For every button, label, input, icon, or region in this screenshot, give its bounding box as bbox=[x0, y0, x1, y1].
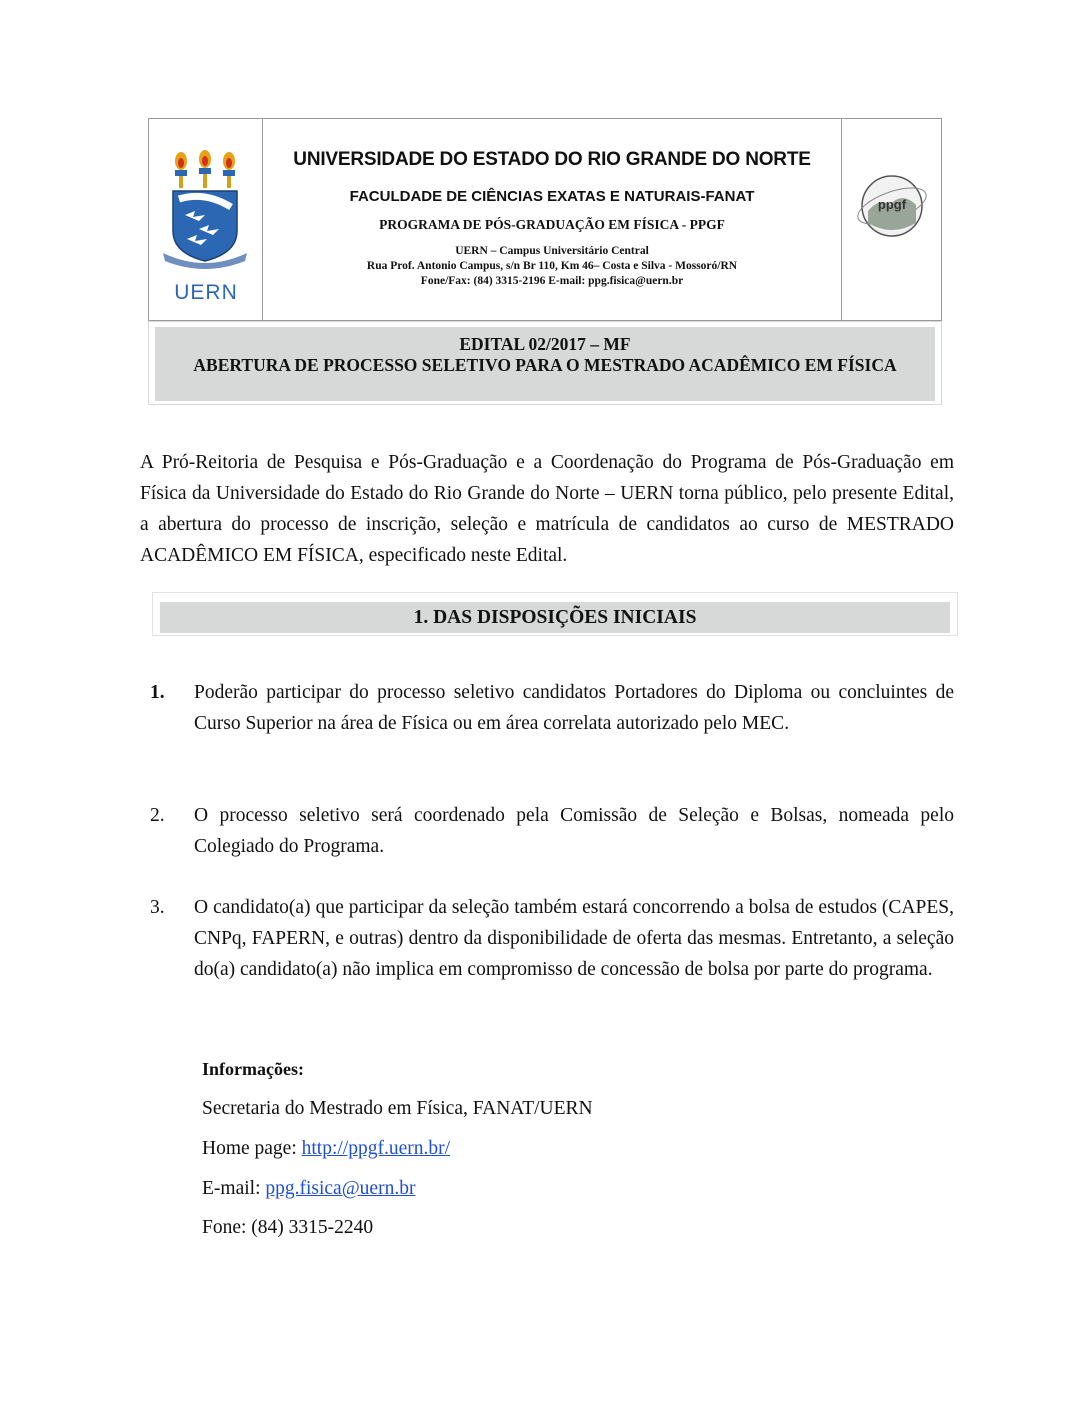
letterhead-text bbox=[263, 119, 841, 320]
section-heading: 1. DAS DISPOSIÇÕES INICIAIS bbox=[160, 602, 950, 633]
section-heading-box bbox=[152, 592, 958, 636]
address-line-3: Fone/Fax: (84) 3315-2196 E-mail: ppg.fisica@uern.br bbox=[420, 275, 684, 287]
list-item bbox=[150, 892, 954, 985]
email-label: E-mail: bbox=[202, 1178, 266, 1199]
contact-title: Informações: bbox=[202, 1059, 304, 1079]
list-item-number: 3. bbox=[150, 897, 165, 918]
homepage-label: Home page: bbox=[202, 1138, 302, 1159]
ppgf-logo-icon bbox=[854, 171, 930, 241]
edital-title-band bbox=[155, 327, 935, 401]
address-line-2: Rua Prof. Antonio Campus, s/n Br 110, Km 46– Costa e Silva - Mossoró/RN bbox=[366, 260, 738, 272]
intro-paragraph: A Pró-Reitoria de Pesquisa e Pós-Graduação e a Coordenação do Programa de Pós-Graduação em Física da Universidade do Estado do Rio Grande do Norte – UERN torna público, pelo presente Edital, a abertura do processo de inscrição, seleção e matrícula de candidatos ao curso de MESTRADO ACADÊMICO EM FÍSICA, especificado neste Edital. bbox=[140, 452, 954, 566]
ppgf-logo-cell bbox=[841, 119, 941, 320]
edital-number: EDITAL 02/2017 – MF bbox=[459, 334, 631, 354]
list-item-text: O candidato(a) que participar da seleção também estará concorrendo a bolsa de estudos (CAPES, CNPq, FAPERN, e outras) dentro da disponibilidade de oferta das mesmas. Entretanto, a seleção do(a) candidato(a) não implica em compromisso de concessão de bolsa por parte do programa. bbox=[194, 897, 954, 980]
uern-logo-text: UERN bbox=[174, 281, 238, 304]
list-item bbox=[150, 800, 954, 862]
list-item-text: O processo seletivo será coordenado pela Comissão de Seleção e Bolsas, nomeada pelo Colegiado do Programa. bbox=[194, 805, 954, 857]
list-item-text: Poderão participar do processo seletivo candidatos Portadores do Diploma ou concluintes de Curso Superior na área de Física ou em área correlata autorizado pelo MEC. bbox=[194, 682, 954, 734]
program-name: PROGRAMA DE PÓS-GRADUAÇÃO EM FÍSICA - PPGF bbox=[379, 217, 725, 232]
ppgf-logo-text: ppgf bbox=[877, 197, 907, 212]
edital-title-box bbox=[148, 321, 942, 405]
list-item-number: 1. bbox=[150, 682, 165, 703]
list-item bbox=[150, 677, 954, 739]
contact-secretary: Secretaria do Mestrado em Física, FANAT/UERN bbox=[202, 1098, 593, 1119]
uern-crest-icon bbox=[159, 149, 251, 269]
faculty-name: FACULDADE DE CIÊNCIAS EXATAS E NATURAIS-FANAT bbox=[349, 188, 755, 205]
contact-phone: Fone: (84) 3315-2240 bbox=[202, 1217, 374, 1238]
homepage-link[interactable]: http://ppgf.uern.br/ bbox=[301, 1138, 451, 1159]
university-name: UNIVERSIDADE DO ESTADO DO RIO GRANDE DO NORTE bbox=[293, 149, 811, 170]
contact-homepage bbox=[202, 1137, 450, 1161]
email-link[interactable]: ppg.fisica@uern.br bbox=[265, 1178, 416, 1199]
list-item-number: 2. bbox=[150, 805, 165, 826]
address-line-1: UERN – Campus Universitário Central bbox=[455, 245, 649, 257]
contact-email bbox=[202, 1177, 415, 1201]
letterhead bbox=[148, 118, 942, 321]
edital-title: ABERTURA DE PROCESSO SELETIVO PARA O MESTRADO ACADÊMICO EM FÍSICA bbox=[193, 355, 897, 375]
uern-logo-cell bbox=[149, 119, 263, 320]
